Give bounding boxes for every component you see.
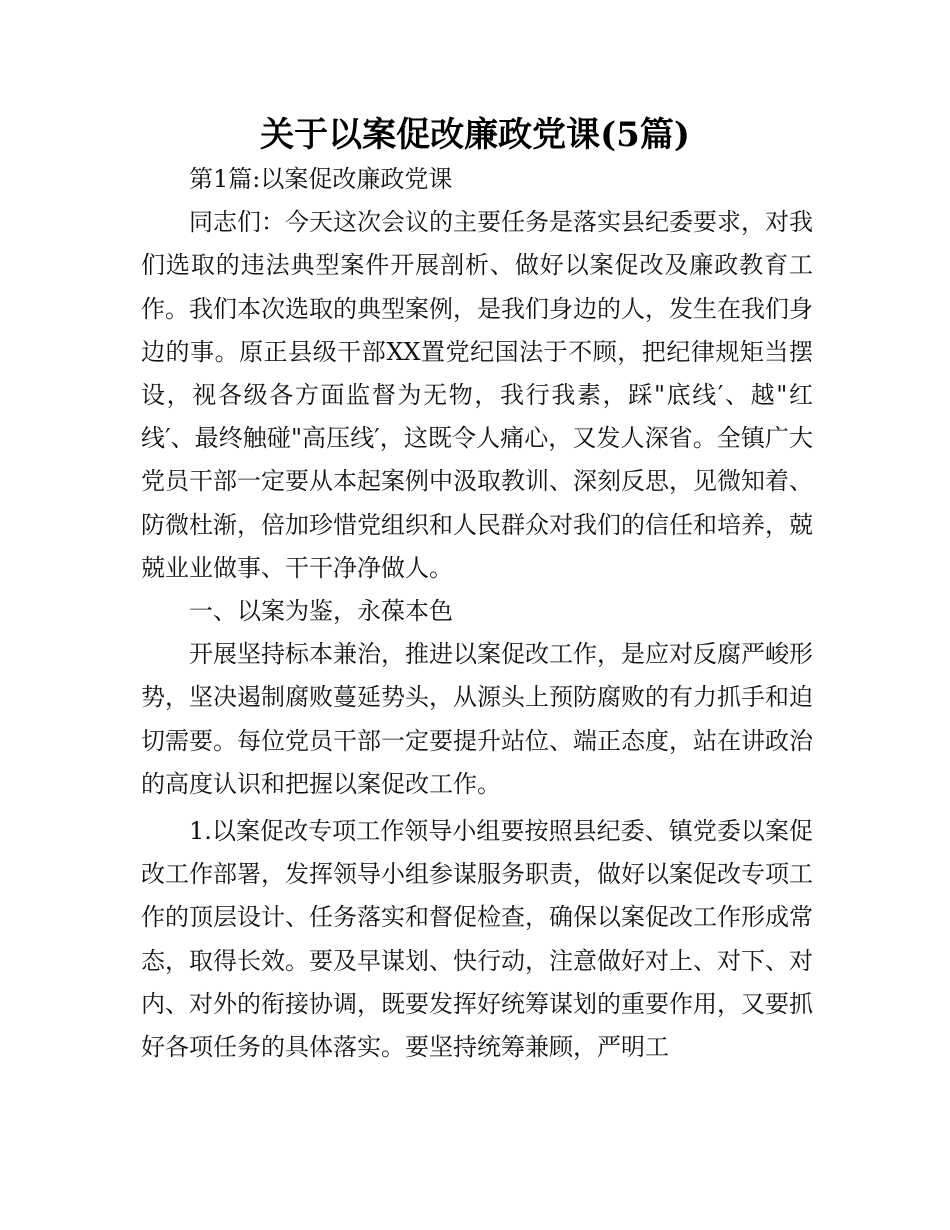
section-heading: 第1篇:以案促改廉政党课: [189, 165, 453, 193]
section-heading: 一、以案为鉴，永葆本色: [189, 597, 453, 626]
paragraph: 开展坚持标本兼治，推进以案促改工作，是应对反腐严峻形势，坚决遏制腐败蔓延势头，从源头上预防腐败的有力抓手和迫切需要。每位党员干部一定要提升站位、端正态度，站在讲政治的高度认识和把握以案促改工作。: [141, 640, 813, 798]
document-body: [141, 158, 813, 1069]
paragraph: 1.以案促改专项工作领导小组要按照县纪委、镇党委以案促改工作部署，发挥领导小组参谋服务职责，做好以案促改专项工作的顶层设计、任务落实和督促检查，确保以案促改工作形成常态，取得长效。要及早谋划、快行动，注意做好对上、对下、对内、对外的衔接协调，既要发挥好统筹谋划的重要作用，又要抓好各项任务的具体落实。要坚持统筹兼顾，严明工: [141, 817, 813, 1062]
paragraph: 同志们：今天这次会议的主要任务是落实县纪委要求，对我们选取的违法典型案件开展剖析、做好以案促改及廉政教育工作。我们本次选取的典型案例，是我们身边的人，发生在我们身边的事。原正县级干部XX置党纪国法于不顾，把纪律规矩当摆设，视各级各方面监督为无物，我行我素，踩"底线′、越"红线′、最终触碰"高压线′，这既令人痛心，又发人深省。全镇广大党员干部一定要从本起案例中汲取教训、深刻反思，见微知着、防微杜渐，倍加珍惜党组织和人民群众对我们的信任和培养，兢兢业业做事、干干净净做人。: [141, 208, 813, 582]
document-title: 关于以案促改廉政党课(5篇): [260, 115, 690, 155]
